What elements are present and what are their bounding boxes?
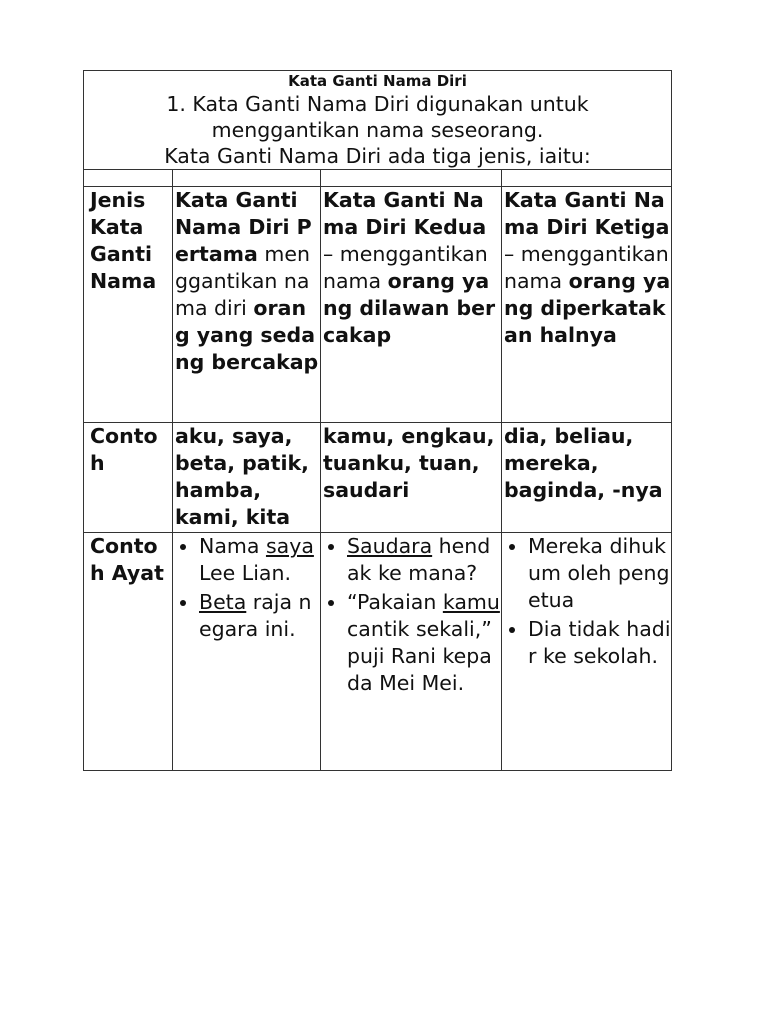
pronoun-underlined: kamu — [442, 590, 500, 614]
type-desc: menggantikan nama — [323, 242, 488, 293]
intro-line-2: Kata Ganti Nama Diri ada tiga jenis, iaitu: — [164, 144, 591, 168]
sentence-text: “Pakaian — [347, 590, 443, 614]
label-jenis: Jenis Kata Ganti Nama — [84, 187, 173, 423]
sentence-item — [347, 533, 501, 587]
type-dash: – — [323, 242, 334, 266]
sentence-item — [199, 589, 320, 643]
type-dash: – — [504, 242, 515, 266]
sentences-pertama — [173, 533, 321, 771]
examples-ketiga: dia, beliau, mereka, baginda, -nya — [502, 423, 672, 533]
sentence-text: Nama — [199, 534, 266, 558]
type-desc: menggantikan nama diri — [175, 242, 310, 320]
doc-title: Kata Ganti Nama Diri — [288, 72, 467, 90]
type-name: Kata Ganti Nama Diri Kedua — [323, 188, 487, 239]
sentence-text: Dia tidak hadir ke sekolah. — [528, 617, 671, 668]
sentence-list — [323, 533, 501, 697]
spacer-cell — [84, 170, 173, 187]
sentence-text: hendak ke mana? — [347, 534, 491, 585]
pronoun-underlined: saya — [265, 534, 314, 558]
type-desc-bold: orang yang sedang bercakap — [175, 296, 319, 374]
label-contoh-ayat: Contoh Ayat — [84, 533, 173, 771]
sentence-text: Lee Lian. — [199, 561, 291, 585]
sentence-list — [175, 533, 320, 643]
sentence-list — [504, 533, 671, 670]
spacer-row — [84, 170, 672, 187]
spacer-cell — [321, 170, 502, 187]
pronoun-underlined: Beta — [199, 590, 247, 614]
sentence-item — [347, 589, 501, 697]
sentence-item — [528, 616, 671, 670]
header-row — [84, 71, 672, 170]
label-contoh: Contoh — [84, 423, 173, 533]
type-desc: menggantikan nama — [504, 242, 669, 293]
sentence-text: raja negara ini. — [199, 590, 312, 641]
type-cell-pertama — [173, 187, 321, 423]
sentence-text: cantik sekali,” puji Rani kepada Mei Mei. — [347, 617, 492, 695]
intro-line-1: 1. Kata Ganti Nama Diri digunakan untuk menggantikan nama seseorang. — [166, 92, 589, 142]
header-cell — [84, 71, 672, 170]
spacer-cell — [173, 170, 321, 187]
sentences-ketiga — [502, 533, 672, 771]
pronoun-table — [83, 70, 672, 771]
type-name: Kata Ganti Nama Diri Pertama — [175, 188, 312, 266]
sentence-text: Mereka dihukum oleh pengetua — [528, 534, 670, 612]
sentences-row — [84, 533, 672, 771]
type-desc-bold: orang yang diperkatakan halnya — [504, 269, 671, 347]
spacer-cell — [502, 170, 672, 187]
type-cell-ketiga — [502, 187, 672, 423]
type-row — [84, 187, 672, 423]
examples-kedua: kamu, engkau, tuanku, tuan, saudari — [321, 423, 502, 533]
examples-row — [84, 423, 672, 533]
examples-pertama: aku, saya, beta, patik, hamba, kami, kita — [173, 423, 321, 533]
type-name: Kata Ganti Nama Diri Ketiga — [504, 188, 670, 239]
type-desc-bold: orang yang dilawan bercakap — [323, 269, 496, 347]
sentence-item — [528, 533, 671, 614]
type-cell-kedua — [321, 187, 502, 423]
pronoun-underlined: Saudara — [347, 534, 433, 558]
sentences-kedua — [321, 533, 502, 771]
sentence-item — [199, 533, 320, 587]
